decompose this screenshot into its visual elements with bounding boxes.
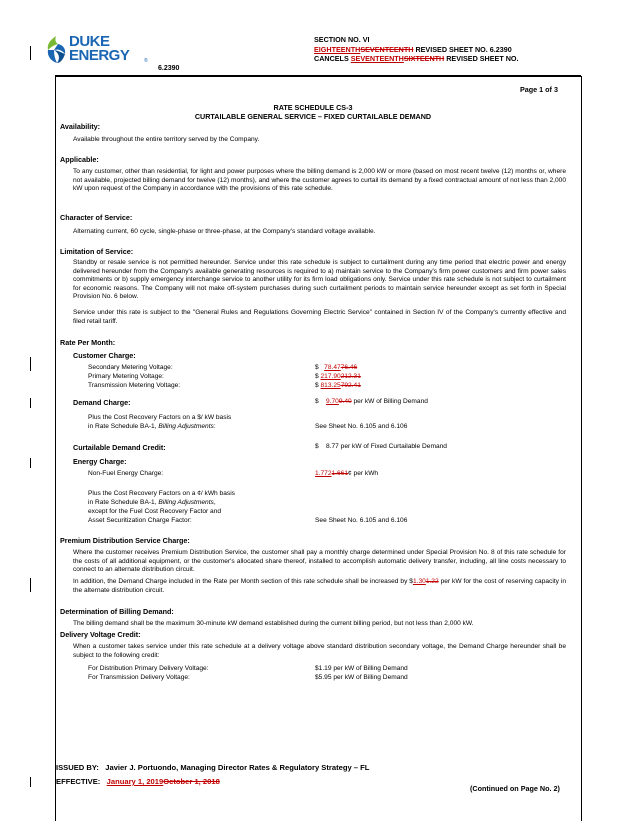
character-text: Alternating current, 60 cycle, single-phase or three-phase, at the Company's standard voltage available. [73,228,376,235]
issued-label: ISSUED BY: [56,763,99,772]
demand-old: 9.40 [338,398,352,405]
primary-old: 212.31 [340,373,361,380]
primary-value [315,373,361,382]
title-line-2: CURTAILABLE GENERAL SERVICE – FIXED CURTAILABLE DEMAND [194,112,432,121]
billing-demand-heading: Determination of Billing Demand: [60,607,174,616]
premium-text-1: Where the customer receives Premium Distribution Service, the customer shall pay a monthly charge determined under Special Provision No. 8 of this rate schedule for the costs of all additional equipment, or the customer's allocated share thereof, installed to accomplish automatic delivery transfer, including, all line costs necessary to connect to an alternate distribution circuit. [73,549,566,574]
nonfuel-label: Non-Fuel Energy Charge: [88,470,164,477]
issued-by [56,763,369,772]
section-number: SECTION NO. VI [314,35,370,44]
logo-mark-icon [44,35,68,65]
dollar-sign: $ [315,382,319,389]
crf-kw-line-2 [88,423,216,432]
customer-charge-heading: Customer Charge: [73,351,136,360]
registered-mark: ® [144,58,148,64]
limitation-text-1: Standby or resale service is not permitted hereunder. Service under this rate schedule is subject to curtailment during any time period that electric power and energy delivered hereunder from the Company's available generating resources is required to a) maintain service to the Company's firm power customers and firm power sales commitments or b) supply emergency interchange service to another utility for its firm load obligations only. Service under this rate schedule is not subject to curtailment for economic reasons. The Company will not make off-system purchases during such curtailment periods to maintain service hereunder except as set forth in Special Provision No. 6 below. [73,259,566,301]
crf-kw-suffix: : [213,423,216,430]
transmission-new: 813.25 [320,382,341,389]
energy-charge-heading: Energy Charge: [73,457,127,466]
effective-label: EFFECTIVE: [56,777,101,786]
crf-kw-prefix: in Rate Schedule BA-1, [88,423,159,430]
see-sheet-1: See Sheet No. 6.105 and 6.106 [315,423,408,430]
title-line-1: RATE SCHEDULE CS-3 [273,103,353,112]
limitation-text-2: Service under this rate is subject to the "General Rules and Regulations Governing Electric Service" contained in Section IV of the Company's currently effective and filed retail tariff. [73,309,566,325]
delivery-transmission-label: For Transmission Delivery Voltage: [88,674,190,681]
revised-suffix: REVISED SHEET NO. 6.2390 [413,44,512,54]
premium-new: 1.30 [412,578,426,585]
transmission-old: 792.41 [340,382,361,389]
premium-text-2 [73,578,566,595]
billing-adjustments-ref: Billing Adjustments [158,423,214,430]
dollar-sign: $ [315,364,319,371]
limitation-heading: Limitation of Service: [60,247,134,256]
logo-text-energy: ENERGY [69,47,130,64]
issued-value: Javier J. Portuondo, Managing Director Rates & Regulatory Strategy – FL [105,763,370,772]
primary-label: Primary Metering Voltage: [88,373,164,380]
page-number: Page 1 of 3 [520,85,558,94]
curtailable-credit-value [315,443,447,452]
change-bar [30,777,31,787]
billing-adjustments-ref: Billing Adjustments [158,499,214,506]
see-sheet-2: See Sheet No. 6.105 and 6.106 [315,517,408,524]
crf-kw-line-1: Plus the Cost Recovery Factors on a $/ kW basis [88,414,232,421]
demand-unit: per kW of Billing Demand [351,398,428,405]
revised-old: SEVENTEENTH [360,44,414,54]
dollar-sign: $ [315,373,319,380]
premium-heading: Premium Distribution Service Charge: [60,536,190,545]
nonfuel-value [315,470,378,479]
nonfuel-old: 1.661 [331,470,349,477]
dollar-sign: $ [315,443,319,450]
crf-kwh-line-3: except for the Fuel Cost Recovery Factor and [88,508,222,515]
secondary-value [315,364,357,373]
premium-text-2-prefix: In addition, the Demand Charge included in the Rate per Month section of this rate schedule shall be increased by $ [73,578,413,585]
secondary-label: Secondary Metering Voltage: [88,364,173,371]
crf-kwh-line-4: Asset Securitization Charge Factor: [88,517,192,524]
change-bar [30,578,31,592]
cancels-sheet-line [314,54,519,64]
section-header [314,35,519,64]
cancels-new: SEVENTEENTH [350,54,404,63]
character-heading: Character of Service: [60,213,133,222]
cancels-suffix: REVISED SHEET NO. [444,54,519,63]
demand-charge-heading: Demand Charge: [73,398,131,407]
secondary-new: 78.47 [324,364,341,371]
effective-old: October 1, 2018 [163,777,220,786]
demand-charge-value [315,398,428,407]
delivery-transmission-value: $5.95 per kW of Billing Demand [315,674,408,681]
change-bar [30,46,31,60]
logo-text-duke: DUKE [69,33,110,50]
crf-kwh-line-1: Plus the Cost Recovery Factors on a ¢/ kWh basis [88,490,235,497]
crf-kwh-suffix: , [213,499,216,506]
availability-heading: Availability: [60,122,101,131]
delivery-text: When a customer takes service under this rate schedule at a delivery voltage above standard distribution secondary voltage, the Demand Charge hereunder shall be subject to the following credit: [73,643,566,659]
cancels-old: SIXTEENTH [403,54,445,63]
effective-new: January 1, 2019 [106,777,164,786]
change-bar [30,398,31,408]
secondary-old: 76.46 [340,364,358,371]
delivery-primary-value: $1.19 per kW of Billing Demand [315,665,408,672]
transmission-label: Transmission Metering Voltage: [88,382,181,389]
dollar-sign: $ [315,398,319,405]
applicable-heading: Applicable: [60,155,99,164]
availability-text: Available throughout the entire territory served by the Company. [73,136,260,143]
revised-new: EIGHTEENTH [314,44,361,54]
credit-value: 8.77 per kW of Fixed Curtailable Demand [326,443,447,450]
rate-heading: Rate Per Month: [60,338,116,347]
revised-sheet-line [314,45,519,55]
billing-demand-text: The billing demand shall be the maximum 30-minute kW demand established during the current billing period, but not less than 2,000 kW. [73,620,474,627]
premium-text-2-suffix: per kW for the cost of reserving capacity in the alternate distribution circuit. [73,578,566,594]
premium-old: 1.22 [425,578,439,585]
crf-kwh-prefix: in Rate Schedule BA-1, [88,499,159,506]
applicable-text: To any customer, other than residential, for light and power purposes where the billing demand is 2,000 kW or more (based on most recent twelve (12) months or, where not available, projected billing demand for twelve (12) months), and where the customer agrees to curtail its demand by a fixed contractual amount of not less than 2,000 kW upon request of the Company in accordance with the provisions of this rate schedule. [73,168,566,193]
crf-kwh-line-2 [88,499,216,508]
delivery-primary-label: For Distribution Primary Delivery Voltage: [88,665,209,672]
continued-note: (Continued on Page No. 2) [470,784,560,793]
primary-new: 217.90 [320,373,341,380]
curtailable-credit-heading: Curtailable Demand Credit: [73,443,166,452]
nonfuel-new: 1.772 [315,470,332,477]
sheet-code: 6.2390 [158,65,180,72]
change-bar [30,357,31,371]
effective-date [56,777,220,786]
delivery-heading: Delivery Voltage Credit: [60,630,141,639]
demand-new: 9.70 [326,398,339,405]
transmission-value [315,382,361,391]
nonfuel-unit: ¢ per kWh [348,470,379,477]
cancels-prefix: CANCELS [314,54,351,63]
change-bar [30,458,31,468]
rate-schedule-title [60,103,566,121]
